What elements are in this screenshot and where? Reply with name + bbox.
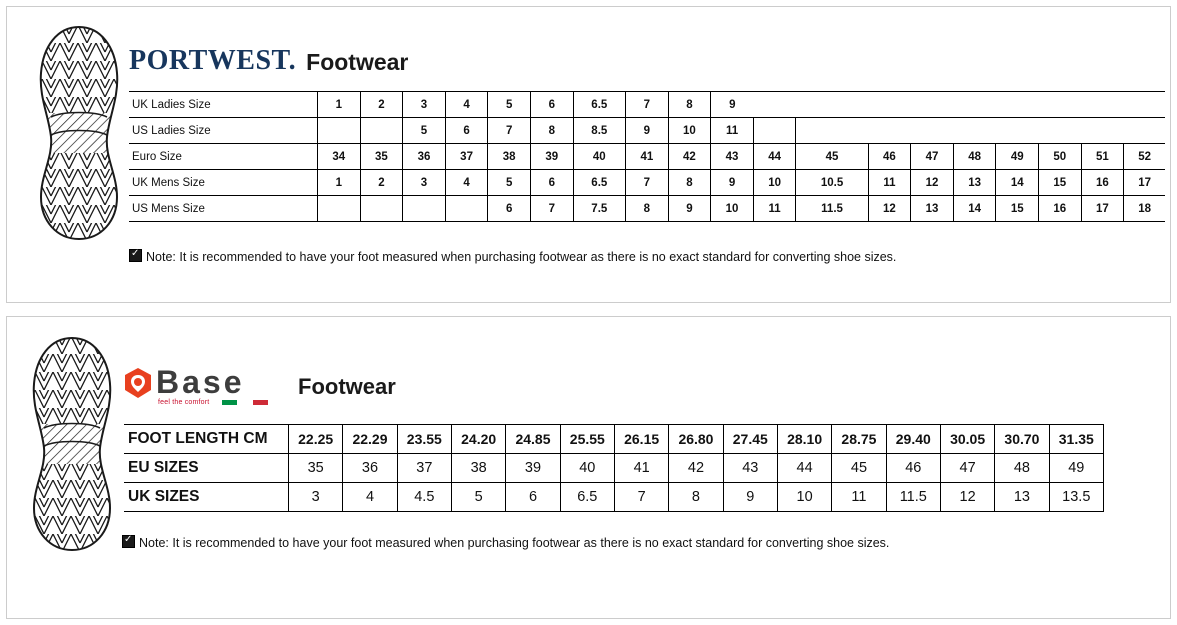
cell: 7	[626, 170, 669, 196]
cell: 25.55	[560, 425, 614, 454]
cell: 47	[940, 454, 994, 483]
cell: 13	[911, 196, 954, 222]
cell: 43	[711, 144, 754, 170]
note-text: Note: It is recommended to have your foot measured when purchasing footwear as there is no exact standard for converting shoe sizes.	[146, 250, 897, 264]
cell: 17	[1081, 196, 1124, 222]
cell: 31.35	[1049, 425, 1103, 454]
cell	[753, 92, 796, 118]
cell: 48	[995, 454, 1049, 483]
cell: 40	[573, 144, 625, 170]
portwest-logo	[129, 47, 296, 75]
base-logo	[124, 366, 286, 410]
cell	[996, 118, 1039, 144]
cell: 42	[668, 144, 711, 170]
cell: 10	[753, 170, 796, 196]
table-row	[124, 483, 1104, 512]
checkbox-icon	[129, 249, 142, 262]
cell: 5	[403, 118, 446, 144]
base-tagline: feel the comfort	[158, 399, 210, 406]
row-label: US Ladies Size	[129, 118, 318, 144]
cell: 13	[953, 170, 996, 196]
cell: 6	[506, 483, 560, 512]
cell	[403, 196, 446, 222]
cell: 6.5	[560, 483, 614, 512]
cell: 36	[343, 454, 397, 483]
cell: 38	[488, 144, 531, 170]
row-label: UK Mens Size	[129, 170, 318, 196]
cell: 1	[318, 92, 361, 118]
cell: 47	[911, 144, 954, 170]
cell: 5	[451, 483, 505, 512]
cell: 12	[911, 170, 954, 196]
cell	[911, 118, 954, 144]
cell: 30.05	[940, 425, 994, 454]
shoe-sole-icon	[26, 336, 118, 552]
cell: 27.45	[723, 425, 777, 454]
cell: 8	[668, 92, 711, 118]
cell: 2	[360, 92, 403, 118]
cell: 18	[1124, 196, 1165, 222]
cell: 12	[940, 483, 994, 512]
cell: 3	[403, 170, 446, 196]
cell: 7	[626, 92, 669, 118]
cell: 46	[886, 454, 940, 483]
cell	[1039, 92, 1082, 118]
cell: 9	[723, 483, 777, 512]
table-row	[129, 196, 1165, 222]
cell: 49	[996, 144, 1039, 170]
cell: 14	[953, 196, 996, 222]
cell: 26.80	[669, 425, 723, 454]
cell: 39	[530, 144, 573, 170]
cell: 35	[289, 454, 343, 483]
checkbox-icon	[122, 535, 135, 548]
cell: 11	[868, 170, 911, 196]
cell: 2	[360, 170, 403, 196]
row-label: FOOT LENGTH CM	[124, 425, 289, 454]
cell	[953, 92, 996, 118]
cell	[1124, 118, 1165, 144]
cell: 6.5	[573, 92, 625, 118]
cell: 30.70	[995, 425, 1049, 454]
cell: 42	[669, 454, 723, 483]
note-text: Note: It is recommended to have your foot measured when purchasing footwear as there is no exact standard for converting shoe sizes.	[139, 536, 890, 550]
cell: 22.29	[343, 425, 397, 454]
cell: 1	[318, 170, 361, 196]
cell: 24.85	[506, 425, 560, 454]
cell	[445, 196, 488, 222]
row-label: US Mens Size	[129, 196, 318, 222]
portwest-wordmark: PORTWEST	[129, 45, 289, 76]
cell: 8	[530, 118, 573, 144]
cell: 5	[488, 170, 531, 196]
cell: 11.5	[886, 483, 940, 512]
portwest-brand-header	[129, 47, 408, 75]
cell	[1081, 118, 1124, 144]
base-wordmark: Base	[156, 364, 245, 400]
cell: 10.5	[796, 170, 868, 196]
cell: 7	[530, 196, 573, 222]
portwest-panel	[6, 6, 1171, 303]
table-row	[124, 454, 1104, 483]
cell: 51	[1081, 144, 1124, 170]
cell: 13.5	[1049, 483, 1103, 512]
row-label: Euro Size	[129, 144, 318, 170]
cell: 41	[626, 144, 669, 170]
cell: 44	[777, 454, 831, 483]
cell: 29.40	[886, 425, 940, 454]
cell: 15	[996, 196, 1039, 222]
cell: 8	[626, 196, 669, 222]
shoe-sole-icon	[33, 25, 125, 241]
cell: 10	[711, 196, 754, 222]
cell	[1124, 92, 1165, 118]
cell	[1039, 118, 1082, 144]
portwest-logo-dot: .	[288, 45, 297, 76]
cell: 6	[488, 196, 531, 222]
cell	[911, 92, 954, 118]
cell: 11	[711, 118, 754, 144]
cell: 46	[868, 144, 911, 170]
base-brand-header	[124, 366, 396, 410]
cell	[953, 118, 996, 144]
cell: 6	[530, 170, 573, 196]
table-row	[129, 118, 1165, 144]
cell: 6	[530, 92, 573, 118]
cell: 9	[711, 170, 754, 196]
base-section-title: Footwear	[298, 374, 396, 399]
cell: 8	[668, 170, 711, 196]
cell: 15	[1039, 170, 1082, 196]
cell: 8.5	[573, 118, 625, 144]
cell: 11	[753, 196, 796, 222]
cell: 16	[1039, 196, 1082, 222]
portwest-note	[129, 249, 896, 264]
cell: 10	[777, 483, 831, 512]
table-row	[124, 425, 1104, 454]
cell	[868, 92, 911, 118]
cell: 13	[995, 483, 1049, 512]
row-label: EU SIZES	[124, 454, 289, 483]
cell: 37	[397, 454, 451, 483]
cell: 23.55	[397, 425, 451, 454]
cell: 4.5	[397, 483, 451, 512]
cell: 10	[668, 118, 711, 144]
cell	[318, 196, 361, 222]
cell: 11	[832, 483, 886, 512]
cell: 16	[1081, 170, 1124, 196]
cell: 28.10	[777, 425, 831, 454]
cell: 6	[445, 118, 488, 144]
cell: 4	[445, 92, 488, 118]
italian-flag-icon	[222, 400, 268, 405]
cell	[753, 118, 796, 144]
hexagon-icon	[124, 368, 152, 398]
cell: 4	[343, 483, 397, 512]
cell: 4	[445, 170, 488, 196]
cell: 50	[1039, 144, 1082, 170]
cell: 3	[289, 483, 343, 512]
cell: 34	[318, 144, 361, 170]
cell: 6.5	[573, 170, 625, 196]
cell	[996, 92, 1039, 118]
cell: 43	[723, 454, 777, 483]
cell	[360, 118, 403, 144]
cell: 22.25	[289, 425, 343, 454]
base-note	[122, 535, 889, 550]
cell: 35	[360, 144, 403, 170]
cell: 9	[626, 118, 669, 144]
row-label: UK Ladies Size	[129, 92, 318, 118]
cell: 52	[1124, 144, 1165, 170]
cell: 26.15	[614, 425, 668, 454]
cell: 7.5	[573, 196, 625, 222]
cell: 17	[1124, 170, 1165, 196]
cell: 49	[1049, 454, 1103, 483]
cell	[1081, 92, 1124, 118]
cell: 24.20	[451, 425, 505, 454]
cell: 48	[953, 144, 996, 170]
portwest-size-table	[129, 91, 1165, 222]
cell	[868, 118, 911, 144]
cell: 28.75	[832, 425, 886, 454]
cell	[318, 118, 361, 144]
cell: 5	[488, 92, 531, 118]
cell: 38	[451, 454, 505, 483]
portwest-section-title: Footwear	[306, 49, 409, 75]
cell: 41	[614, 454, 668, 483]
cell: 3	[403, 92, 446, 118]
cell	[360, 196, 403, 222]
cell: 14	[996, 170, 1039, 196]
table-row	[129, 92, 1165, 118]
base-size-table	[124, 424, 1104, 512]
cell: 44	[753, 144, 796, 170]
cell: 9	[668, 196, 711, 222]
cell	[796, 92, 868, 118]
cell: 37	[445, 144, 488, 170]
cell: 45	[832, 454, 886, 483]
cell: 45	[796, 144, 868, 170]
cell: 7	[614, 483, 668, 512]
cell: 12	[868, 196, 911, 222]
cell	[796, 118, 868, 144]
cell: 36	[403, 144, 446, 170]
cell: 9	[711, 92, 754, 118]
cell: 40	[560, 454, 614, 483]
cell: 8	[669, 483, 723, 512]
row-label: UK SIZES	[124, 483, 289, 512]
table-row	[129, 144, 1165, 170]
cell: 11.5	[796, 196, 868, 222]
table-row	[129, 170, 1165, 196]
cell: 39	[506, 454, 560, 483]
cell: 7	[488, 118, 531, 144]
